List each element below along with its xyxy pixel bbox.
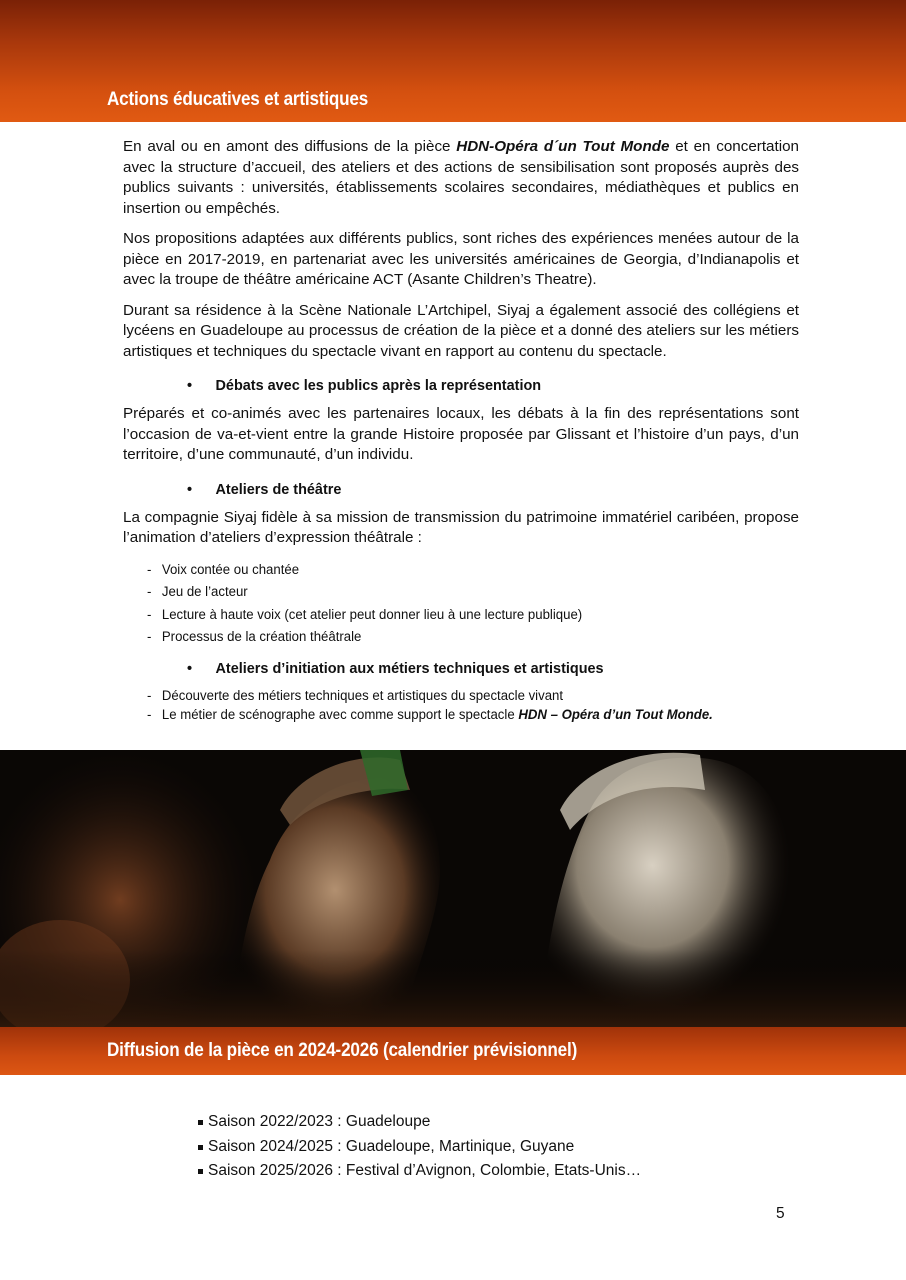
list-item-text: Processus de la création théâtrale [161, 629, 362, 645]
bullet-icon: • [187, 377, 193, 394]
list-item [147, 604, 753, 627]
intro-paragraph [123, 137, 799, 219]
list-item [147, 626, 753, 649]
intro-text-end: et en concertation avec la structure d’accueil, des ateliers et des actions de sensibilisation sont proposés auprès des publics suivants : universités, établissements scolaires secondaires, médiathèques et publics en insertion ou empêchés. [123, 138, 799, 217]
season-text: Saison 2025/2026 : Festival d’Avignon, Colombie, Etats-Unis… [208, 1162, 642, 1179]
dash-marker: - [147, 606, 152, 623]
bullet-icon: • [187, 480, 193, 498]
ateliers-list [147, 559, 799, 649]
play-title-emphasis: HDN – Opéra d’un Tout Monde. [518, 706, 713, 723]
list-item [147, 706, 753, 725]
list-item [147, 687, 753, 706]
season-text: Saison 2024/2025 : Guadeloupe, Martinique, Guyane [208, 1137, 575, 1155]
dash-marker: - [147, 706, 152, 723]
list-item [198, 1135, 641, 1160]
list-item [198, 1159, 641, 1184]
dash-marker: - [147, 687, 152, 704]
list-item-text: Lecture à haute voix (cet atelier peut donner lieu à une lecture publique) [161, 606, 583, 623]
intro-text-start: En aval ou en amont des diffusions de la pièce [123, 138, 457, 155]
list-item-text: Voix contée ou chantée [161, 561, 300, 578]
residency-paragraph: Durant sa résidence à la Scène Nationale L’Artchipel, Siyaj a également associé des collégiens et lycéens en Guadeloupe au processus de création de la pièce et a donné des ateliers sur les métiers artistiques et techniques du spectacle vivant en rapport au contenu du spectacle. [123, 301, 799, 360]
square-bullet-icon [198, 1169, 203, 1174]
seasons-list [198, 1110, 641, 1184]
debats-heading [187, 376, 768, 396]
performance-photo [0, 750, 906, 1027]
season-text: Saison 2022/2023 : Guadeloupe [208, 1113, 431, 1130]
play-title-emphasis: HDN-Opéra d´un Tout Monde [456, 138, 670, 155]
section-title: Actions éducatives et artistiques [107, 89, 369, 110]
debats-heading-text: Débats avec les publics après la représentation [215, 377, 542, 394]
dash-marker: - [147, 561, 152, 578]
page-number: 5 [776, 1205, 785, 1222]
initiation-heading-text: Ateliers d’initiation aux métiers techniques et artistiques [215, 659, 604, 677]
section-header-band [0, 0, 906, 122]
partnerships-paragraph: Nos propositions adaptées aux différents publics, sont riches des expériences menées autour de la pièce en 2017-2019, en partenariat avec les universités américaines de Georgia, d’Indianapolis et avec la troupe de théâtre américaine ACT (Asante Children’s Theatre). [123, 230, 799, 288]
list-item-text: Découverte des métiers techniques et artistiques du spectacle vivant [161, 687, 564, 704]
list-item-text: Le métier de scénographe avec comme support le spectacle [161, 706, 519, 723]
list-item [147, 559, 753, 582]
list-item [198, 1110, 641, 1135]
bullet-icon: • [187, 659, 193, 677]
section-title: Diffusion de la pièce en 2024-2026 (calendrier prévisionnel) [107, 1040, 578, 1061]
debats-paragraph: Préparés et co-animés avec les partenaires locaux, les débats à la fin des représentations sont l’occasion de va-et-vient entre la grande Histoire proposée par Glissant et l’histoire d’un pays, d’un territoire, d’une communauté, d’un individu. [123, 405, 799, 463]
ateliers-paragraph: La compagnie Siyaj fidèle à sa mission de transmission du patrimoine immatériel caribéen, propose l’animation d’ateliers d’expression théâtrale : [123, 508, 799, 546]
dash-marker: - [147, 584, 152, 600]
initiation-heading [187, 659, 768, 679]
list-item-text: Jeu de l’acteur [161, 584, 248, 600]
ateliers-heading [187, 480, 768, 500]
dash-marker: - [147, 629, 152, 645]
list-item [147, 581, 753, 604]
ateliers-heading-text: Ateliers de théâtre [215, 480, 342, 498]
initiation-list [147, 687, 799, 725]
square-bullet-icon [198, 1145, 203, 1150]
performance-photo-illustration [0, 750, 906, 1027]
main-content [123, 137, 799, 735]
section-header-band [0, 1027, 906, 1075]
square-bullet-icon [198, 1120, 203, 1125]
